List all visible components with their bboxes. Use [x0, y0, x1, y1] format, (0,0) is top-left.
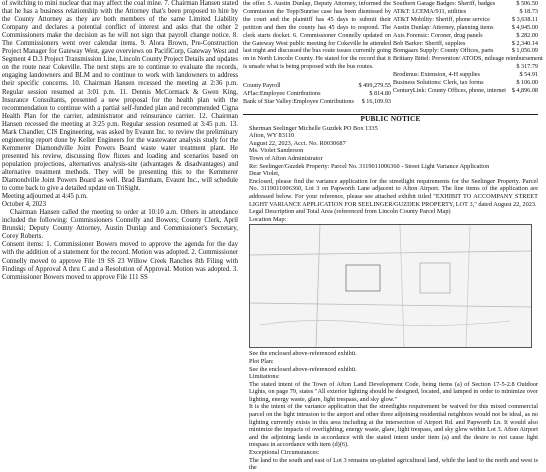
notice-line: See the enclosed above-referenced exhibit.: [249, 350, 357, 358]
notice-address-line: Sherman Seelinger Michelle Guzdek PO Box 1335: [249, 124, 378, 132]
notice-address-line: Ms. Violet Sanderson: [249, 147, 304, 155]
ledger-label: AT&T: LCEMA/911, utilities: [393, 7, 467, 15]
ledger-label: Southern Garage Badges: Sheriff, badges: [393, 0, 496, 7]
notice-line: Plot Plan:: [249, 357, 274, 365]
ledger-value: $ 18.73: [519, 7, 538, 15]
notice-body: The land to the south and east of Lot 3 remains un-platted agricultural land, while the land to the north and west is the: [249, 456, 538, 472]
ledger-row: [393, 63, 538, 71]
notice-body: The stated intent of the Town of Afton Land Development Code, being items (a) of Section 17-5-2.8 Outdoor Lights, on page 79, states "All exterior lighting should be designed, located, and lamped in order to minimize over lighting, energy waste, glare, light trespass, and sky glow.": [249, 380, 538, 403]
minutes-paragraph: Consent items: 1. Commissioner Bowers moved to approve the agenda for the day with the addition of a statement for the record. Motion was adopted. 2. Commissioner Connelly moved to approve File 19 SS 23 Willow Creek Ranches 8th Filing with Findings of Approval A thru C and a Resolution of Approval. Motion was adopted. 3. Commissioner Bowers moved to approve File 111 SS: [2, 241, 238, 281]
ledger-row: [393, 40, 538, 48]
ledger-row: [393, 24, 538, 32]
claims-ledger: [243, 0, 543, 114]
notice-body: It is the intent of the variance application that the streetlights requirement be waived for this mixed commercial parcel on the light intrusion to the airport and other three adjoining residential neighbors would not be ideal, as no lighting currently exists in this area including at the intersection of Airport Rd. and Papworth Ln. It would also minimize the impacts of overlighting, energy waste, glare, light trespass, and sky glow within Lot 3. Afton Airport and the adjoining lands in accordance with the stated intent under item (a) and the desire to not cause light trespass in accordance with item (d)(6).: [249, 403, 538, 449]
ledger-row: [393, 0, 538, 8]
notice-body: Enclosed, please find the variance application for the streetlight requirements for the Seelinger Property. Parcel No. 3119011006360, Lot 3 on Papworth Lane adjacent to Afton Airport. The line items of the application are addressed below. For your reference, please see attached exhibit titled "EXHIBIT TO ACCOMPANY STREET LIGHT VARIANCE APPLICATION FOR SEELINGER/GUZDEK PROPERTY, LOT 3," dated August 22, 2023.: [249, 177, 538, 208]
ledger-value: $ 282.00: [516, 31, 538, 39]
ledger-value: $ 4,896.08: [511, 86, 538, 94]
ledger-value: $ 2,340.14: [511, 39, 538, 47]
ledger-row: [393, 32, 538, 40]
notice-address-line: Afton, WY 83110: [249, 132, 295, 140]
notice-line: See the enclosed above-referenced exhibit.: [249, 365, 357, 373]
notice-address-line: August 22, 2023, Acct. No. R0030687: [249, 139, 346, 147]
ledger-row: [393, 87, 538, 95]
ledger-label: AT&T Mobility: Sheriff, phone service: [393, 15, 490, 23]
minutes-paragraph: Meeting adjourned at 4:45 p.m.: [2, 193, 88, 201]
ledger-label: Austin Dunlap: Attorney, planning items: [393, 23, 494, 31]
ledger-value: $ 3,638.11: [511, 15, 538, 23]
location-map: [249, 224, 532, 348]
ledger-label: Axis Forensic: Coroner, drug panels: [393, 31, 483, 39]
ledger-value: $ 54.91: [519, 71, 538, 79]
minutes-column: [2, 0, 238, 400]
notice-re-line: Re: Seelinger/Guzdek Property: Parcel No. 3119011006360 - Street Light Variance Application: [249, 162, 490, 170]
ledger-value: $ 499,279.55: [358, 82, 391, 89]
ledger-row: [243, 82, 391, 90]
notice-title: PUBLIC NOTICE: [360, 115, 421, 123]
right-column: [243, 0, 543, 472]
notice-legal-description: Legal Description and Total Area (referenced from Lincoln County Parcel Map): [249, 208, 451, 216]
ledger-label: Brittany Bittel: Prevention/ ATODS, mileage reimbursement: [393, 55, 543, 63]
ledger-left: [243, 0, 391, 106]
ledger-value: $ 317.79: [516, 63, 538, 71]
ledger-value: $ 4,945.00: [511, 23, 538, 31]
notice-address-line: Town of Afton Administrator: [249, 154, 323, 162]
ledger-row: [393, 55, 543, 63]
ledger-row: [243, 98, 391, 106]
notice-salutation: Dear Violet,: [249, 170, 280, 178]
ledger-row: [393, 71, 538, 79]
ledger-value: $ 106.00: [516, 79, 538, 87]
ledger-label: Bob Barker: Sheriff, supplies: [393, 39, 466, 47]
ledger-label: Brodimus: Extension, 4-H supplies: [393, 71, 480, 79]
minutes-paragraph: Chairman Hansen called the meeting to order at 10:10 a.m. Others in attendance included the following: Commissioners Connelly and Bowers; County Clerk, April Brunski; Deputy County Attorney, Austin Dunlap and Commissioner's Secretary, Corey Roberts.: [2, 209, 238, 241]
ledger-value: [543, 55, 546, 63]
ledger-row: [393, 8, 538, 16]
ledger-row: [393, 16, 538, 24]
ledger-row: [393, 79, 538, 87]
notice-line: Limitations:: [249, 373, 280, 381]
notice-heading: Exceptional Circumstances:: [249, 449, 320, 457]
ledger-row: [393, 47, 538, 55]
ledger-intro: the offer. 5. Austin Dunlap, Deputy Attorney, informed the Commission the Topp/Sunrise case has been dismissed by the court and the plaintiff has 45 days to submit their petition and then the county has 45 days to respond. The clerk starts docket. 6. Commissioner Connelly updated on the Gateway West public meeting for Cokeville he attended last night and discussed the bus route issues currently going on in North Lincoln County. He stated for the record that it is unsafe what is being proposed with the bus routes.: [243, 0, 391, 71]
ledger-label: Business Solutions: Clerk, tax forms: [393, 79, 484, 87]
notice-location-map-label: Location Map:: [249, 215, 287, 223]
ledger-value: $ 16,109.93: [361, 97, 391, 105]
minutes-date: October 4, 2023: [2, 201, 46, 209]
ledger-label: Bomgaars Supply: County Offices, parts: [393, 47, 494, 55]
ledger-label: Bank of Star Valley:Employee Contributions: [243, 97, 354, 105]
public-notice: [243, 114, 538, 472]
ledger-value: $ 506.50: [516, 0, 538, 7]
parcel-map-image: [250, 225, 531, 347]
ledger-label: CenturyLink: County Offices, phone, internet: [393, 86, 506, 94]
ledger-value: $ 814.80: [369, 89, 391, 97]
ledger-label: AFlac:Employee Contributions: [243, 89, 321, 97]
ledger-row: [243, 90, 391, 98]
ledger-value: $ 1,056.09: [511, 47, 538, 55]
ledger-right: [393, 0, 543, 95]
ledger-label: County Payroll: [243, 82, 281, 89]
minutes-paragraph: of switching to mini nuclear that may affect the coal mine. 7. Chairman Hansen stated that he has a business relationship with the Attorney that's been proposed to hire by the County Attorney as they are both members of the same Limited Liability Company and declares a potential conflict of interest and asks that the other 2 Commissioners make the decision as he will not sign that payroll change notice. 8. The Commissioners went over calendar items. 9. Alora Brown, Pre-Construction Project Manager for Gateway West, gave overviews on PacifiCorp, Gateway West and Segment 4 D.3 Project Transmission Line, Lincoln County Project Details and updates on the route near Cokeville. The next steps are to continue to evaluate the records, engaging landowners and BLM and to continue to work with landowners to address their specific concerns. 10. Chairman Hansen recessed the meeting at 2:36 p.m. Regular session resumed at 3:01 p.m. 11. Dennis McCormack & Gwen King, Insurance Consultants, presented a new proposal for the health plan with the recommendation to continue with a partial self-funded plan and recommended Cigna Health Plan for the carrier, administrator and reinsurance carrier. 12. Chairman Hansen recessed the meeting at 3:25 p.m. Regular session resumed at 3:45 p.m. 13. Mark Chandler, CIS Engineering, was asked by Evaunt Inc. to review the preliminary engineering report done by Keller Engineers for the wastewater analysis study for the Kemmerer Diamondville Joint Powers Board waste water treatment plant. He presented his review, discussing flow fluxes and loading and scenarios based on population projections, alternatives analysis-site (advantages & disadvantages) and alternative treatment methods. They will be presenting this to the Kemmerer Diamondville Joint Powers Board as well. Brad Barnham, Evaunt Inc., will schedule to come back to give a detailed update on TriSight.: [2, 0, 238, 193]
